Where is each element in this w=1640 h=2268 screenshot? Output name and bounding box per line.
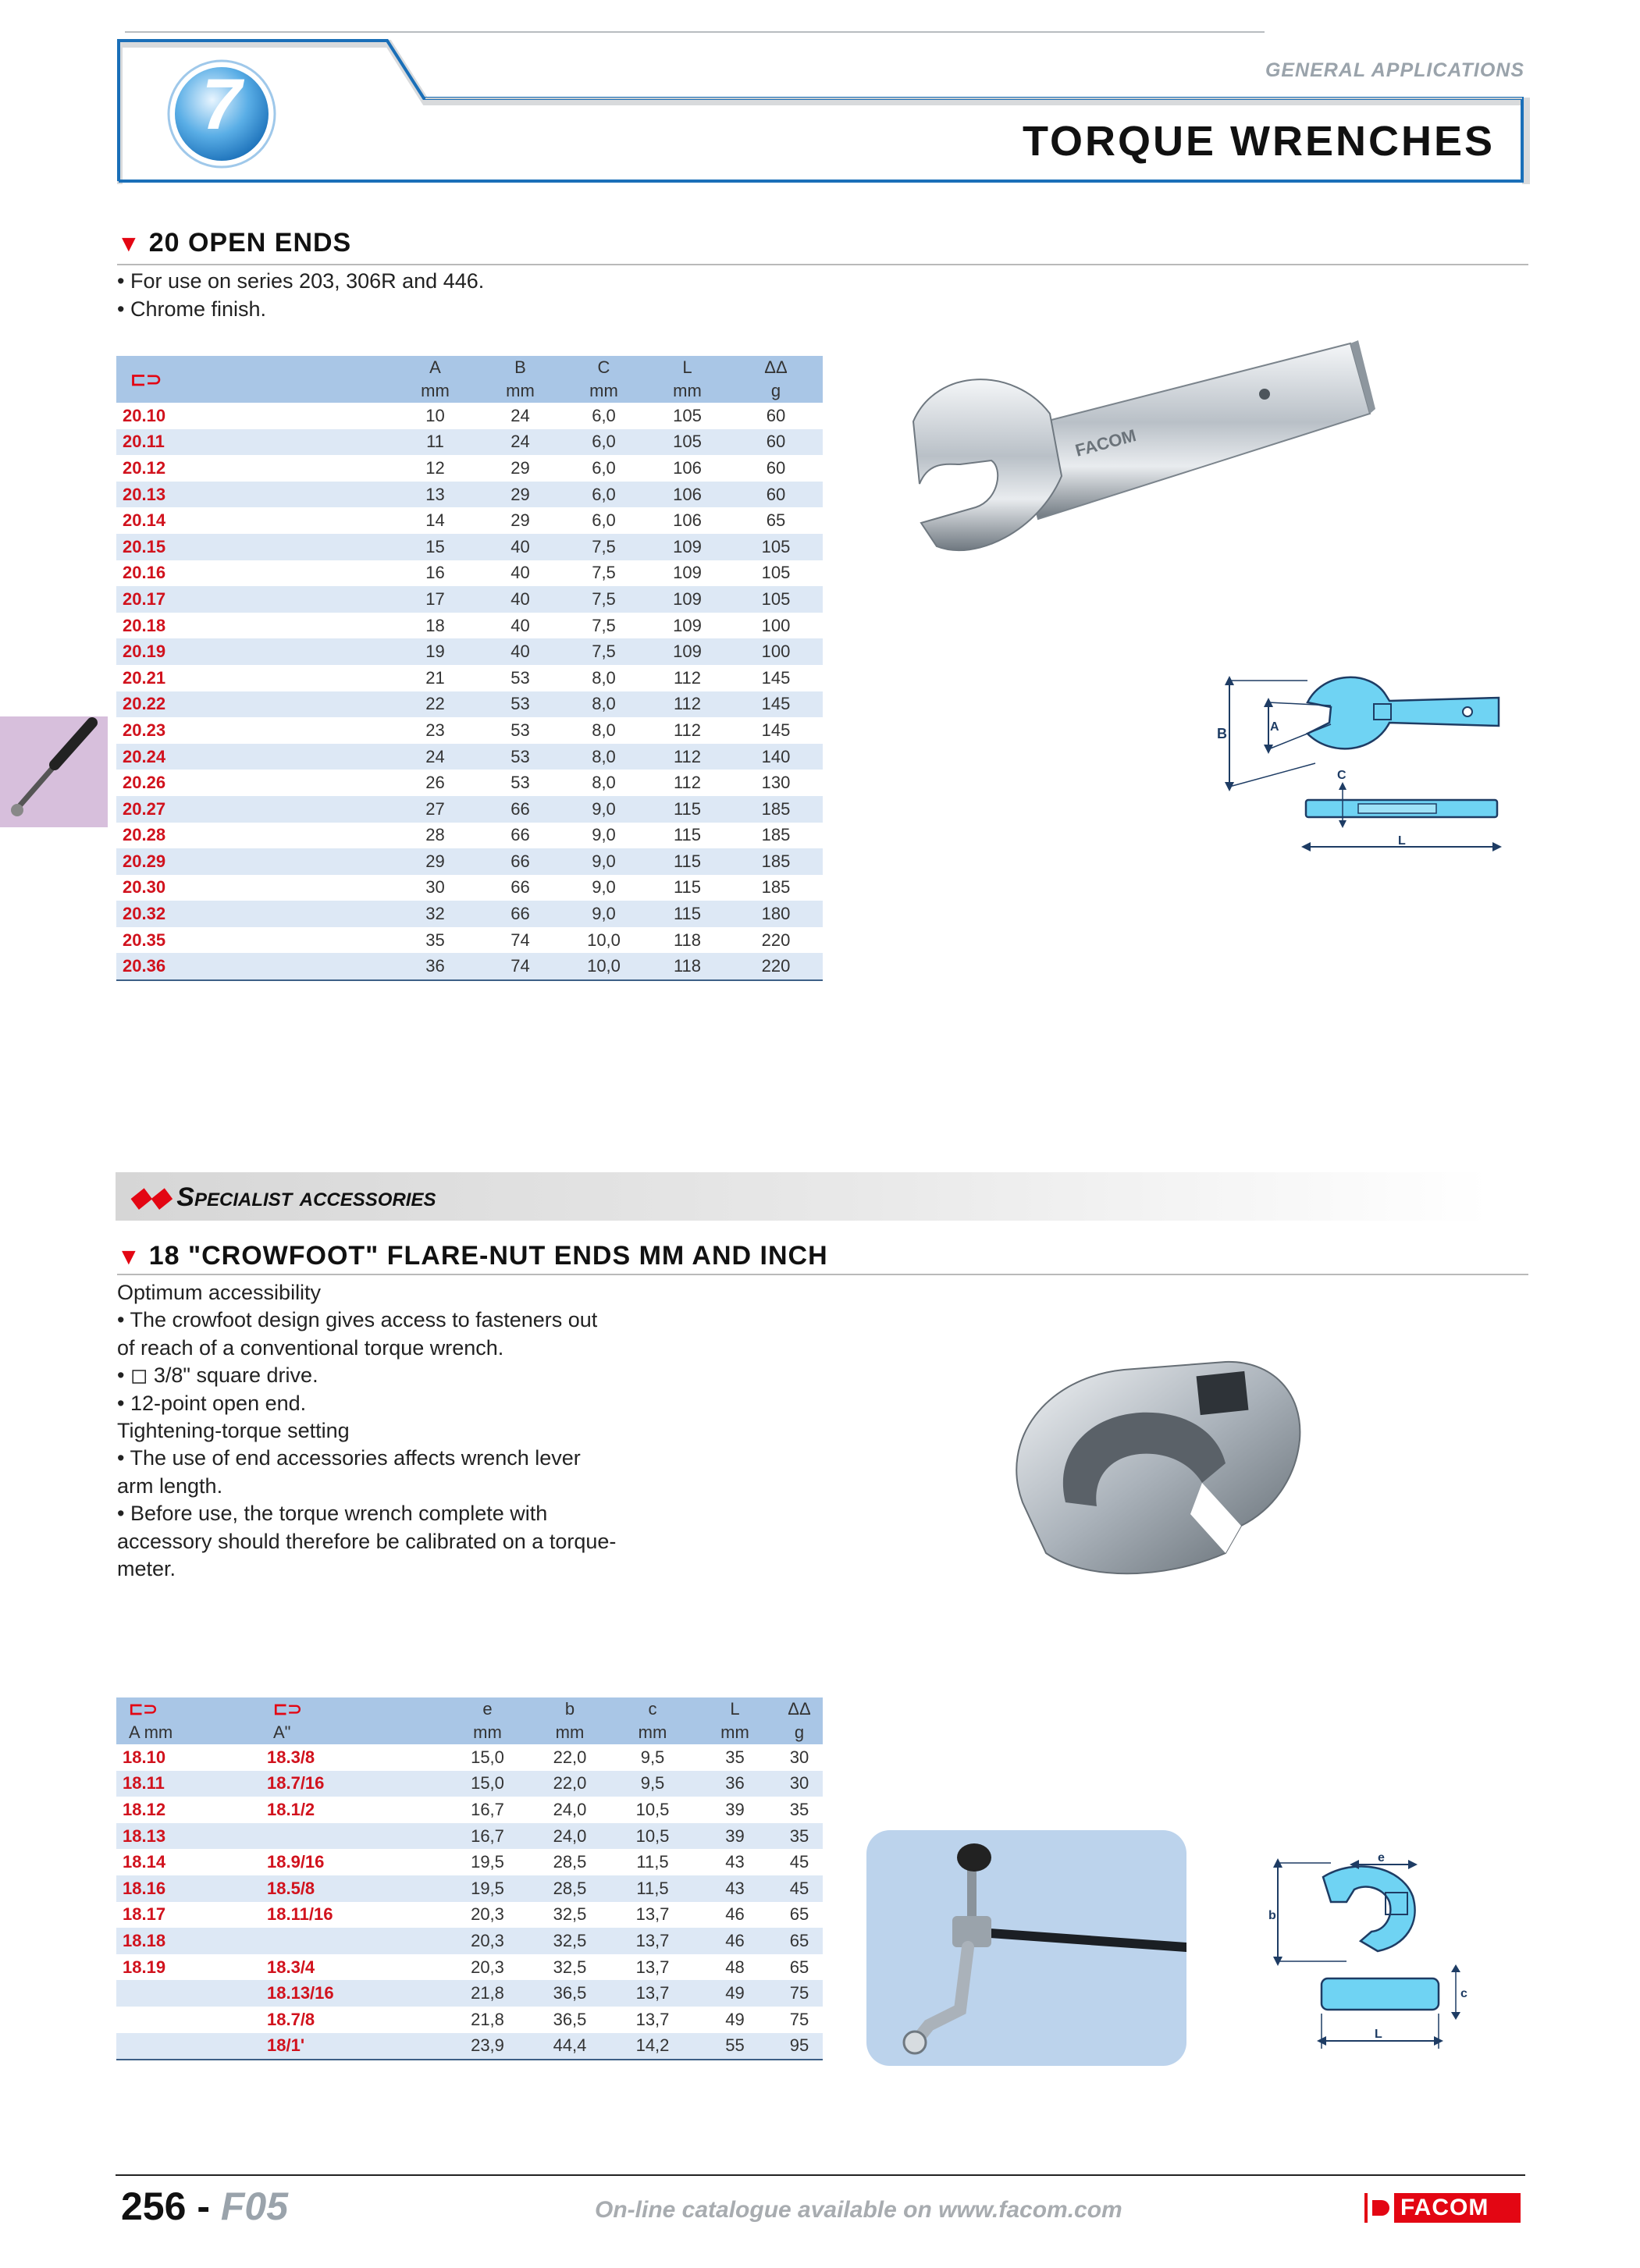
value-cell: 145 — [761, 667, 791, 688]
value-cell: 9,0 — [592, 877, 616, 898]
value-cell: 48 — [725, 1957, 745, 1977]
value-cell: 22,0 — [553, 1747, 587, 1767]
value-cell: 35 — [776, 1823, 823, 1850]
reference-cell: 20.13 — [116, 482, 392, 508]
reference-cell: 18.1/2 — [267, 1799, 315, 1819]
value-cell: 30 — [789, 1747, 809, 1767]
value-cell: 24 — [392, 744, 478, 770]
value-cell: 24 — [510, 405, 530, 425]
reference-cell: 18.13 — [116, 1823, 261, 1850]
table-row — [116, 455, 823, 482]
reference-cell: 18.19 — [123, 1957, 166, 1977]
value-cell: 100 — [729, 638, 823, 665]
value-cell: 29 — [478, 482, 562, 508]
svg-text:A: A — [1270, 720, 1279, 734]
value-cell: 66 — [510, 877, 530, 898]
value-cell: 20,3 — [471, 1957, 504, 1977]
reference-cell — [116, 2007, 261, 2033]
value-cell: 36 — [694, 1771, 776, 1797]
svg-text:B: B — [1217, 726, 1227, 741]
table-row — [116, 770, 823, 796]
reference-cell: 18.9/16 — [267, 1852, 325, 1872]
value-cell: 11 — [392, 429, 478, 456]
open-end-dimension-diagram — [1214, 671, 1510, 858]
table-row — [116, 1980, 823, 2007]
crowfoot-wrench-image — [991, 1346, 1319, 1588]
value-cell: 40 — [478, 586, 562, 613]
value-cell: 32,5 — [553, 1957, 587, 1977]
value-cell: 13 — [392, 482, 478, 508]
value-cell: 28,5 — [528, 1875, 611, 1902]
value-cell: 105 — [729, 534, 823, 560]
table-row — [116, 848, 823, 875]
value-cell: 39 — [694, 1823, 776, 1850]
reference-cell: 18.3/8 — [267, 1747, 315, 1767]
value-cell: 6,0 — [592, 457, 616, 478]
value-cell: 45 — [789, 1852, 809, 1872]
weight-icon: ΔΔ — [776, 1697, 823, 1721]
value-cell: 105 — [729, 586, 823, 613]
value-cell: 53 — [510, 773, 530, 793]
reference-cell: 20.21 — [123, 667, 166, 688]
value-cell: 19,5 — [471, 1852, 504, 1872]
table-row — [116, 1954, 823, 1981]
value-cell: 185 — [729, 796, 823, 823]
value-cell: 43 — [694, 1875, 776, 1902]
value-cell: 23 — [425, 720, 445, 740]
torque-wrench-with-crowfoot-icon — [866, 1830, 1186, 2066]
reference-cell: 18.10 — [123, 1747, 166, 1767]
table-row — [116, 1771, 823, 1797]
value-cell: 60 — [766, 405, 786, 425]
reference-cell: 20.24 — [116, 744, 392, 770]
value-cell: 74 — [510, 930, 530, 950]
value-cell: 112 — [646, 691, 729, 718]
svg-text:FACOM: FACOM — [1073, 425, 1139, 460]
table-row — [116, 927, 823, 954]
value-cell: 35 — [725, 1747, 745, 1767]
value-cell: 16,7 — [446, 1823, 528, 1850]
reference-cell: 18.7/8 — [267, 2009, 315, 2029]
value-cell: 39 — [725, 1799, 745, 1819]
value-cell: 115 — [646, 901, 729, 927]
reference-cell: 20.10 — [123, 405, 166, 425]
value-cell: 65 — [789, 1904, 809, 1925]
value-cell: 32 — [392, 901, 478, 927]
value-cell: 29 — [510, 510, 530, 531]
value-cell: 115 — [673, 877, 702, 898]
value-cell: 145 — [761, 720, 791, 740]
table-row — [116, 1849, 823, 1875]
value-cell: 8,0 — [562, 744, 646, 770]
value-cell: 12 — [425, 457, 445, 478]
value-cell: 6,0 — [562, 482, 646, 508]
table-row — [116, 953, 823, 980]
value-cell: 65 — [776, 1928, 823, 1954]
value-cell: 65 — [789, 1957, 809, 1977]
facom-logo: FACOM — [1364, 2193, 1521, 2223]
value-cell: 140 — [729, 744, 823, 770]
value-cell: 112 — [673, 667, 702, 688]
value-cell: 29 — [510, 457, 530, 478]
section2-heading: ▼ 18 "CROWFOOT" FLARE-NUT ENDS MM AND INCH — [117, 1241, 828, 1271]
value-cell: 9,0 — [562, 848, 646, 875]
value-cell: 9,5 — [611, 1771, 694, 1797]
value-cell: 14,2 — [611, 2033, 694, 2060]
weight-icon: ΔΔ — [729, 356, 823, 379]
value-cell: 22,0 — [528, 1771, 611, 1797]
value-cell: 30 — [425, 877, 445, 898]
value-cell: 43 — [725, 1852, 745, 1872]
open-end-wrench-image — [882, 328, 1382, 593]
reference-cell — [116, 2033, 261, 2060]
value-cell: 112 — [673, 720, 702, 740]
value-cell: 32,5 — [553, 1904, 587, 1925]
header-top-line — [125, 31, 1265, 33]
value-cell: 21,8 — [471, 2009, 504, 2029]
reference-cell: 20.28 — [123, 825, 166, 845]
value-cell: 115 — [673, 825, 702, 845]
value-cell: 118 — [673, 930, 702, 950]
value-cell: 185 — [729, 848, 823, 875]
reference-cell — [116, 1980, 261, 2007]
value-cell: 109 — [673, 563, 702, 583]
svg-text:e: e — [1378, 1854, 1385, 1865]
value-cell: 60 — [766, 457, 786, 478]
svg-text:c: c — [1460, 1987, 1467, 2000]
value-cell: 13,7 — [635, 1904, 670, 1925]
svg-text:L: L — [1375, 2028, 1382, 2041]
value-cell: 66 — [478, 796, 562, 823]
reference-cell: 20.17 — [116, 586, 392, 613]
value-cell: 40 — [510, 615, 530, 635]
value-cell: 19,5 — [446, 1875, 528, 1902]
reference-cell: 18.17 — [123, 1904, 166, 1925]
section1-heading: ▼ 20 OPEN ENDS — [117, 228, 352, 258]
value-cell: 19 — [392, 638, 478, 665]
value-cell: 105 — [761, 563, 791, 583]
value-cell: 7,5 — [592, 563, 616, 583]
table-row — [116, 744, 823, 770]
table-row — [116, 823, 823, 849]
table-row — [116, 717, 823, 744]
reference-cell: 18.16 — [116, 1875, 261, 1902]
table-row — [116, 534, 823, 560]
red-triangle-icon: ▼ — [117, 231, 141, 257]
value-cell: 112 — [646, 744, 729, 770]
value-cell: 105 — [673, 405, 702, 425]
online-catalogue-link[interactable]: On-line catalogue available on www.facom.com — [595, 2197, 1122, 2223]
value-cell: 49 — [694, 1980, 776, 2007]
value-cell: 11,5 — [636, 1852, 669, 1872]
section1-rule — [117, 264, 1528, 265]
section2-description: Optimum accessibility • The crowfoot design gives access to fasteners out of reach of a conventional torque wrench. • ◻ 3/8" square drive. • 12-point open end. Tightening-torque setting • The use of end accessories affects wrench lever arm length. • Before use, the torque wrench complete with accessory should therefore be calibrated on a torque- meter. — [117, 1281, 617, 1581]
reference-cell: 20.35 — [123, 930, 166, 950]
reference-cell: 20.32 — [116, 901, 392, 927]
value-cell: 11,5 — [611, 1875, 694, 1902]
page-number: 256 - F05 — [121, 2184, 289, 2228]
svg-text:L: L — [1398, 834, 1406, 848]
value-cell: 10,0 — [587, 930, 621, 950]
reference-cell: 18.18 — [116, 1928, 261, 1954]
svg-text:b: b — [1268, 1909, 1276, 1922]
value-cell: 185 — [761, 877, 791, 898]
value-cell: 53 — [510, 667, 530, 688]
value-cell: 13,7 — [635, 2009, 670, 2029]
value-cell: 9,0 — [592, 825, 616, 845]
value-cell: 13,7 — [611, 1980, 694, 2007]
value-cell: 109 — [646, 534, 729, 560]
value-cell: 220 — [761, 930, 791, 950]
value-cell: 16,7 — [471, 1799, 504, 1819]
value-cell: 95 — [776, 2033, 823, 2060]
table-row — [116, 875, 823, 901]
table-row — [116, 586, 823, 613]
value-cell: 21 — [425, 667, 445, 688]
reference-cell: 20.11 — [116, 429, 392, 456]
crowfoot-dimension-diagram — [1268, 1854, 1471, 2056]
red-triangle-icon: ▼ — [117, 1244, 141, 1270]
value-cell: 30 — [776, 1771, 823, 1797]
value-cell: 17 — [392, 586, 478, 613]
open-ends-table: ⊏⊃ A B C L ΔΔ mm mm mm mm g 20.10 10 24 6,0 105 60 20.11 11 24 6,0 105 60 20.12 12 29 6,0 106 60 20.13 13 29 6,0 106 60 20.14 14 29 6,0 106 65 20.15 15 40 7,5 109 105 20.16 16 40 7,5 109 105 20.17 17 40 7,5 109 105 20.18 18 40 7,5 109 100 20.19 19 40 7,5 109 100 20.21 21 53 8,0 112 145 20.22 22 53 8,0 112 145 20.23 23 53 8,0 112 145 20.24 24 53 8,0 112 140 20.26 26 53 8,0 112 130 20.27 27 66 9,0 115 185 20.28 28 66 9,0 115 185 20.29 29 66 9,0 115 185 20.30 30 66 9,0 115 185 20.32 32 66 9,0 115 180 20.35 35 74 10,0 118 220 20.36 36 74 10,0 118 220 — [116, 356, 823, 981]
value-cell: 55 — [694, 2033, 776, 2060]
value-cell: 60 — [729, 482, 823, 508]
value-cell: 40 — [478, 638, 562, 665]
value-cell: 8,0 — [592, 720, 616, 740]
reference-cell: 18.11 — [116, 1771, 261, 1797]
reference-cell: 20.36 — [116, 953, 392, 980]
table-row — [116, 1823, 823, 1850]
reference-cell: 20.19 — [116, 638, 392, 665]
table-row — [116, 560, 823, 587]
value-cell: 10,5 — [635, 1799, 670, 1819]
facom-ref-icon: ⊏⊃ — [129, 1699, 158, 1719]
value-cell: 40 — [510, 563, 530, 583]
value-cell: 105 — [646, 429, 729, 456]
reference-cell: 18.14 — [123, 1852, 166, 1872]
value-cell: 13,7 — [635, 1957, 670, 1977]
value-cell: 6,0 — [592, 405, 616, 425]
facom-ref-icon: ⊏⊃ — [273, 1699, 302, 1719]
value-cell: 15 — [392, 534, 478, 560]
crowfoot-usage-image — [866, 1830, 1186, 2066]
value-cell: 45 — [776, 1875, 823, 1902]
table-row — [116, 1928, 823, 1954]
value-cell: 9,5 — [640, 1747, 665, 1767]
value-cell: 32,5 — [528, 1928, 611, 1954]
value-cell: 8,0 — [562, 691, 646, 718]
value-cell: 15,0 — [446, 1771, 528, 1797]
value-cell: 7,5 — [562, 638, 646, 665]
value-cell: 20,3 — [471, 1904, 504, 1925]
value-cell: 21,8 — [446, 1980, 528, 2007]
reference-cell: 20.18 — [123, 615, 166, 635]
value-cell: 75 — [789, 2009, 809, 2029]
section2-rule — [117, 1274, 1528, 1275]
value-cell: 106 — [673, 457, 702, 478]
value-cell: 28,5 — [553, 1852, 587, 1872]
value-cell: 14 — [425, 510, 445, 531]
value-cell: 29 — [392, 848, 478, 875]
value-cell: 18 — [425, 615, 445, 635]
value-cell: 112 — [673, 773, 702, 793]
reference-cell: 18.11/16 — [267, 1904, 333, 1925]
value-cell: 60 — [729, 429, 823, 456]
table-row — [116, 691, 823, 718]
value-cell: 66 — [510, 825, 530, 845]
category-label: GENERAL APPLICATIONS — [1265, 59, 1524, 81]
torque-wrench-thumbnail-icon — [0, 716, 108, 827]
crowfoot-table-body — [116, 1744, 823, 2060]
reference-cell: 18.13/16 — [261, 1980, 446, 2007]
value-cell: 46 — [694, 1928, 776, 1954]
value-cell: 35 — [789, 1799, 809, 1819]
reference-cell: 20.12 — [123, 457, 166, 478]
value-cell: 109 — [673, 615, 702, 635]
value-cell: 36,5 — [528, 1980, 611, 2007]
reference-cell — [261, 1823, 446, 1850]
table-row — [116, 901, 823, 927]
reference-cell: 20.27 — [116, 796, 392, 823]
reference-cell: 20.23 — [123, 720, 166, 740]
side-tab — [0, 716, 108, 827]
reference-cell: 20.15 — [116, 534, 392, 560]
value-cell: 6,0 — [592, 510, 616, 531]
facom-ref-icon: ⊏⊃ — [130, 368, 162, 390]
footer-rule — [116, 2174, 1525, 2176]
table-row — [116, 1875, 823, 1902]
value-cell: 13,7 — [611, 1928, 694, 1954]
ref-mm-header — [116, 1697, 261, 1721]
reference-cell: 18.7/16 — [261, 1771, 446, 1797]
reference-cell: 20.30 — [123, 877, 166, 898]
value-cell: 118 — [646, 953, 729, 980]
value-cell: 66 — [478, 848, 562, 875]
value-cell: 185 — [761, 825, 791, 845]
open-ends-table-body — [116, 403, 823, 980]
value-cell: 8,0 — [592, 773, 616, 793]
value-cell: 65 — [766, 510, 786, 531]
value-cell: 53 — [510, 720, 530, 740]
table-row — [116, 1797, 823, 1823]
value-cell: 26 — [425, 773, 445, 793]
value-cell: 180 — [729, 901, 823, 927]
facom-logo-mark-icon — [1368, 2193, 1394, 2223]
value-cell: 9,0 — [562, 901, 646, 927]
value-cell: 106 — [646, 482, 729, 508]
svg-text:C: C — [1337, 769, 1347, 782]
value-cell: 9,0 — [562, 796, 646, 823]
reference-cell: 20.26 — [123, 773, 166, 793]
value-cell: 115 — [646, 848, 729, 875]
value-cell: 109 — [646, 586, 729, 613]
value-cell: 10,0 — [562, 953, 646, 980]
value-cell: 10,5 — [611, 1823, 694, 1850]
chapter-number: 7 — [201, 65, 242, 144]
table-row — [116, 482, 823, 508]
table-row — [116, 613, 823, 639]
value-cell: 20,3 — [446, 1928, 528, 1954]
reference-cell: 18.5/8 — [261, 1875, 446, 1902]
value-cell: 27 — [392, 796, 478, 823]
value-cell: 106 — [673, 510, 702, 531]
value-cell: 145 — [729, 691, 823, 718]
value-cell: 24,0 — [553, 1799, 587, 1819]
value-cell: 28 — [425, 825, 445, 845]
table-row — [116, 403, 823, 429]
table-row — [116, 638, 823, 665]
table-row — [116, 1902, 823, 1929]
table-row — [116, 429, 823, 456]
ref-inch-header — [261, 1697, 446, 1721]
table-row — [116, 1744, 823, 1771]
value-cell: 44,4 — [528, 2033, 611, 2060]
reference-cell: 18/1' — [261, 2033, 446, 2060]
reference-cell: 20.29 — [116, 848, 392, 875]
double-diamond-icon: ◆◆ — [130, 1182, 171, 1212]
value-cell: 7,5 — [592, 615, 616, 635]
value-cell: 130 — [761, 773, 791, 793]
value-cell: 66 — [478, 901, 562, 927]
value-cell: 15,0 — [471, 1747, 504, 1767]
value-cell: 46 — [725, 1904, 745, 1925]
reference-cell: 20.16 — [123, 563, 166, 583]
value-cell: 36 — [392, 953, 478, 980]
value-cell: 24,0 — [528, 1823, 611, 1850]
table-row — [116, 2007, 823, 2033]
value-cell: 36,5 — [553, 2009, 587, 2029]
value-cell: 53 — [478, 744, 562, 770]
section1-bullets: • For use on series 203, 306R and 446. • Chrome finish. — [117, 269, 485, 321]
value-cell: 49 — [725, 2009, 745, 2029]
value-cell: 109 — [646, 638, 729, 665]
reference-cell: 20.22 — [116, 691, 392, 718]
crowfoot-table: ⊏⊃ ⊏⊃ e b c L ΔΔ A mm A" mm mm mm mm g 18.10 18.3/8 15,0 22,0 9,5 35 30 18.11 18.7/16 15,0 22,0 9,5 36 30 18.12 18.1/2 16,7 24,0 10,5 39 35 18.13 16,7 24,0 10,5 39 35 18.14 18.9/16 19,5 28,5 11,5 43 45 18.16 18.5/8 19,5 28,5 11,5 43 45 18.17 18.11/16 20,3 32,5 13,7 46 65 18.18 20,3 32,5 13,7 46 65 18.19 18.3/4 20,3 32,5 13,7 48 65 18.13/16 21,8 36,5 13,7 49 75 18.7/8 21,8 36,5 13,7 49 75 18/1' 23,9 44,4 14,2 55 95 — [116, 1697, 823, 2060]
table-row — [116, 796, 823, 823]
reference-cell: 18.12 — [123, 1799, 166, 1819]
value-cell: 35 — [425, 930, 445, 950]
value-cell: 7,5 — [562, 586, 646, 613]
value-cell: 74 — [478, 953, 562, 980]
value-cell: 10 — [425, 405, 445, 425]
value-cell: 24 — [478, 429, 562, 456]
reference-cell — [261, 1928, 446, 1954]
value-cell: 53 — [478, 691, 562, 718]
value-cell: 6,0 — [562, 429, 646, 456]
value-cell: 100 — [761, 615, 791, 635]
reference-cell: 20.14 — [123, 510, 166, 531]
value-cell: 75 — [776, 1980, 823, 2007]
value-cell: 40 — [478, 534, 562, 560]
value-cell: 7,5 — [562, 534, 646, 560]
reference-cell: 18.3/4 — [267, 1957, 315, 1977]
value-cell: 16 — [425, 563, 445, 583]
value-cell: 220 — [729, 953, 823, 980]
page-title: TORQUE WRENCHES — [1022, 118, 1495, 165]
value-cell: 115 — [646, 796, 729, 823]
table-row — [116, 507, 823, 534]
ref-column-header — [116, 356, 392, 403]
table-row — [116, 665, 823, 691]
value-cell: 23,9 — [446, 2033, 528, 2060]
value-cell: 8,0 — [592, 667, 616, 688]
value-cell: 22 — [392, 691, 478, 718]
specialist-accessories-heading: ◆◆ Specialist accessories — [130, 1182, 436, 1212]
table-row — [116, 2033, 823, 2060]
